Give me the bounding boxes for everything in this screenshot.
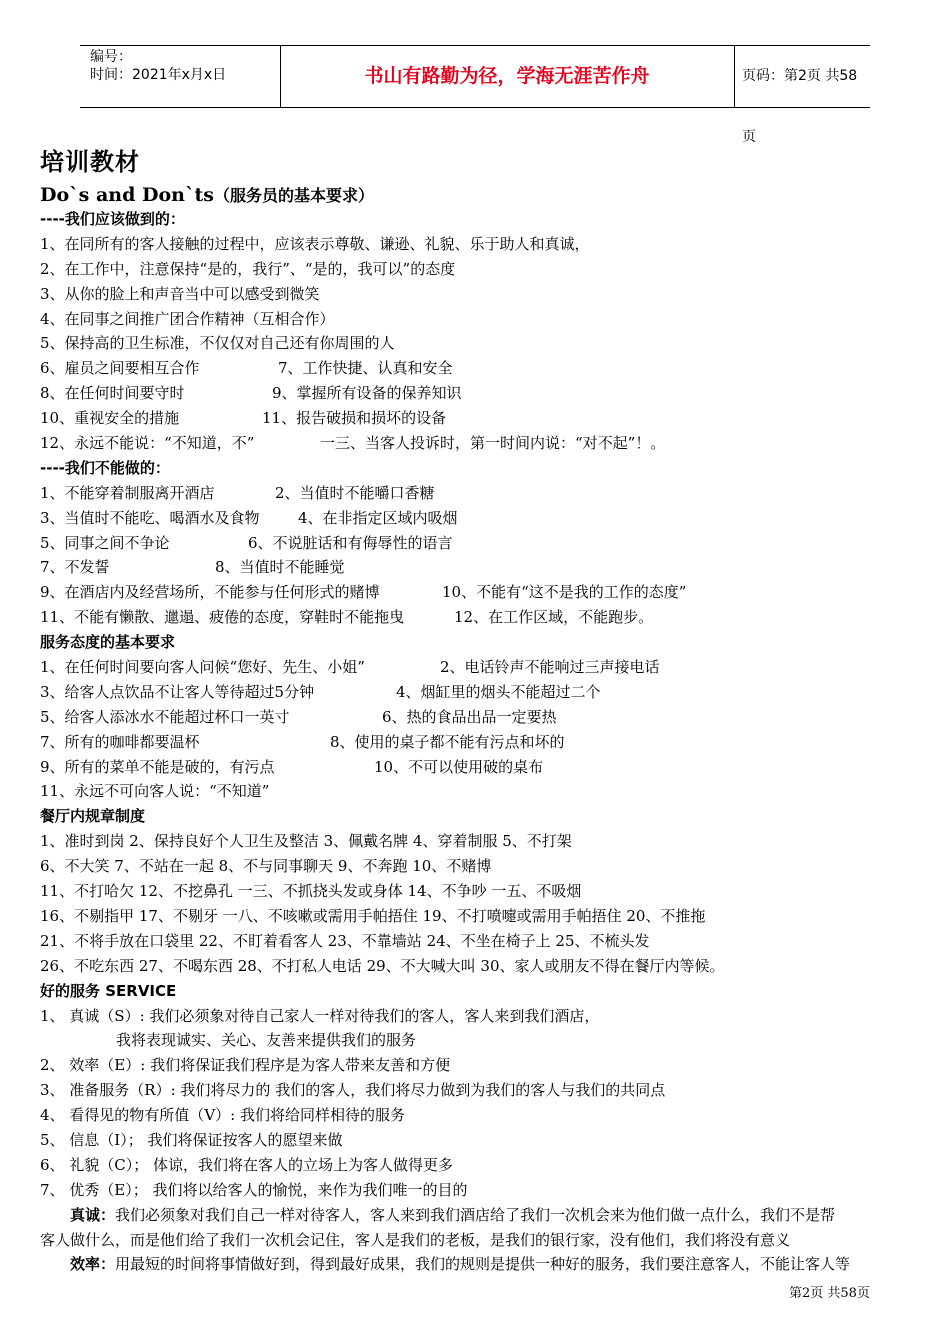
list-item: 1、不能穿着制服离开酒店 (40, 483, 215, 502)
list-item: 11、不打哈欠 12、不挖鼻孔 一三、不抓挠头发或身体 14、不争吵 一五、不吸烟 (40, 882, 582, 901)
list-item-pair (40, 680, 920, 705)
list-item: 2、 效率（E）: 我们将保证我们程序是为客人带来友善和方便 (40, 1056, 451, 1075)
list-item-pair (40, 431, 920, 456)
list-item: 5、给客人添冰水不能超过杯口一英寸 (40, 707, 290, 726)
document-title: 培训教材 (40, 148, 140, 176)
list-item-pair (40, 705, 920, 730)
list-item-pair (40, 580, 920, 605)
list-item-pair (40, 655, 920, 680)
list-item: 6、不说脏话和有侮辱性的语言 (248, 533, 453, 552)
paragraph-sincerity (40, 1203, 920, 1228)
paragraph-label: 效率： (70, 1255, 116, 1274)
list-item: 12、永远不能说：“不知道，不” (40, 434, 255, 453)
list-item: 8、在任何时间要守时 (40, 384, 185, 403)
list-item: 4、在同事之间推广团合作精神（互相合作） (40, 309, 335, 328)
list-item: 2、当值时不能嚼口香糖 (275, 483, 435, 502)
paragraph-efficiency (40, 1252, 920, 1277)
list-item: 10、重视安全的措施 (40, 409, 180, 428)
list-item: 6、雇员之间要相互合作 (40, 359, 200, 378)
document-body (40, 207, 920, 1277)
list-item: 5、保持高的卫生标准，不仅仅对自己还有你周围的人 (40, 334, 395, 353)
list-item: 8、当值时不能睡觉 (215, 558, 345, 577)
list-item: 1、 真诚（S）: 我们必须象对待自己家人一样对待我们的客人，客人来到我们酒店， (40, 1006, 600, 1025)
list-item-pair (40, 755, 920, 780)
list-item: 一三、当客人投诉时，第一时间内说：“对不起”！。 (320, 434, 666, 453)
subtitle-chinese: （服务员的基本要求） (213, 186, 374, 205)
header-motto: 书山有路勤为径，学海无涯苦作舟 (280, 46, 735, 107)
list-item: 21、不将手放在口袋里 22、不盯着看客人 23、不靠墙站 24、不坐在椅子上 25、不梳头发 (40, 931, 650, 950)
list-item: 9、所有的菜单不能是破的，有污点 (40, 757, 275, 776)
header-page-number: 页码：第2页 共58页 (742, 68, 858, 145)
page-header (80, 45, 870, 145)
list-item: 10、不可以使用破的桌布 (374, 757, 544, 776)
section-heading-do: ----我们应该做到的： (40, 210, 185, 228)
paragraph-text: 客人做什么，而是他们给了我们一次机会记住，客人是我们的老板，是我们的银行家，没有他们，我们将没有意义 (40, 1230, 791, 1249)
list-item: 11、不能有懒散、邋遢、疲倦的态度，穿鞋时不能拖曳 (40, 608, 405, 627)
list-item: 16、不剔指甲 17、不剔牙 一八、不咳嗽或需用手帕捂住 19、不打喷嚏或需用手帕捂住 20、不推拖 (40, 906, 706, 925)
section-heading-attitude: 服务态度的基本要求 (40, 633, 176, 652)
list-item: 12、在工作区域，不能跑步。 (454, 608, 654, 627)
list-item-continuation: 我将表现诚实、关心、友善来提供我们的服务 (116, 1031, 417, 1050)
section-heading-dont: ----我们不能做的： (40, 458, 170, 477)
list-item: 4、 看得见的物有所值（V）: 我们将给同样相待的服务 (40, 1106, 405, 1125)
page-footer: 第2页 共58页 (789, 1286, 870, 1301)
paragraph-text: 我们必须象对我们自己一样对待客人，客人来到我们酒店给了我们一次机会来为他们做一点什么，我们不是帮 (115, 1205, 836, 1224)
header-code: 编号： (90, 49, 132, 65)
list-item: 7、所有的咖啡都要温杯 (40, 732, 200, 751)
list-item: 11、永远不可向客人说：“不知道” (40, 782, 270, 801)
list-item: 7、不发誓 (40, 558, 110, 577)
list-item: 8、使用的桌子都不能有污点和坏的 (330, 732, 565, 751)
list-item: 3、当值时不能吃、喝酒水及食物 (40, 508, 260, 527)
header-time: 时间：2021年x月x日 (90, 67, 227, 83)
document-subtitle (40, 183, 374, 206)
list-item: 1、在同所有的客人接触的过程中，应该表示尊敬、谦逊、礼貌、乐于助人和真诚， (40, 234, 590, 253)
list-item: 6、不大笑 7、不站在一起 8、不与同事聊天 9、不奔跑 10、不赌博 (40, 857, 492, 876)
header-info-cell (80, 46, 281, 107)
list-item: 10、不能有“这不是我的工作的态度” (442, 583, 687, 602)
list-item-pair (40, 356, 920, 381)
subtitle-english: Do`s and Don`ts (40, 184, 214, 206)
list-item-pair (40, 555, 920, 580)
list-item-pair (40, 531, 920, 556)
list-item: 4、在非指定区域内吸烟 (298, 508, 458, 527)
list-item: 3、 准备服务（R）: 我们将尽力的 我们的客人，我们将尽力做到为我们的客人与我们的共同点 (40, 1081, 666, 1100)
list-item: 5、 信息（I）； 我们将保证按客人的愿望来做 (40, 1130, 343, 1149)
list-item-pair (40, 605, 920, 630)
list-item: 7、 优秀（E）； 我们将以给客人的愉悦，来作为我们唯一的目的 (40, 1180, 468, 1199)
list-item: 3、从你的脸上和声音当中可以感受到微笑 (40, 284, 320, 303)
list-item: 6、热的食品出品一定要热 (382, 707, 557, 726)
list-item: 26、不吃东西 27、不喝东西 28、不打私人电话 29、不大喊大叫 30、家人或朋友不得在餐厅内等候。 (40, 956, 725, 975)
paragraph-text: 用最短的时间将事情做好到，得到最好成果，我们的规则是提供一种好的服务，我们要注意客人，不能让客人等 (115, 1255, 851, 1274)
list-item: 2、在工作中，注意保持“是的，我行”、“是的，我可以”的态度 (40, 259, 456, 278)
list-item: 4、烟缸里的烟头不能超过二个 (396, 682, 601, 701)
list-item: 1、准时到岗 2、保持良好个人卫生及整洁 3、佩戴名牌 4、穿着制服 5、不打架 (40, 832, 572, 851)
list-item-pair (40, 730, 920, 755)
list-item: 6、 礼貌（C）； 体谅，我们将在客人的立场上为客人做得更多 (40, 1155, 454, 1174)
list-item: 2、电话铃声不能响过三声接电话 (440, 658, 660, 677)
list-item: 9、在酒店内及经营场所，不能参与任何形式的赌博 (40, 583, 380, 602)
paragraph-label: 真诚： (70, 1205, 116, 1224)
section-heading-service: 好的服务 SERVICE (40, 981, 177, 1000)
list-item: 9、掌握所有设备的保养知识 (272, 384, 462, 403)
list-item-pair (40, 506, 920, 531)
list-item: 3、给客人点饮品不让客人等待超过5分钟 (40, 682, 315, 701)
list-item-pair (40, 481, 920, 506)
list-item-pair (40, 406, 920, 431)
section-heading-rules: 餐厅内规章制度 (40, 807, 146, 826)
list-item: 5、同事之间不争论 (40, 533, 170, 552)
list-item: 11、报告破损和损坏的设备 (262, 409, 447, 428)
list-item: 7、工作快捷、认真和安全 (278, 359, 453, 378)
list-item: 1、在任何时间要向客人问候“您好、先生、小姐” (40, 658, 365, 677)
list-item-pair (40, 381, 920, 406)
